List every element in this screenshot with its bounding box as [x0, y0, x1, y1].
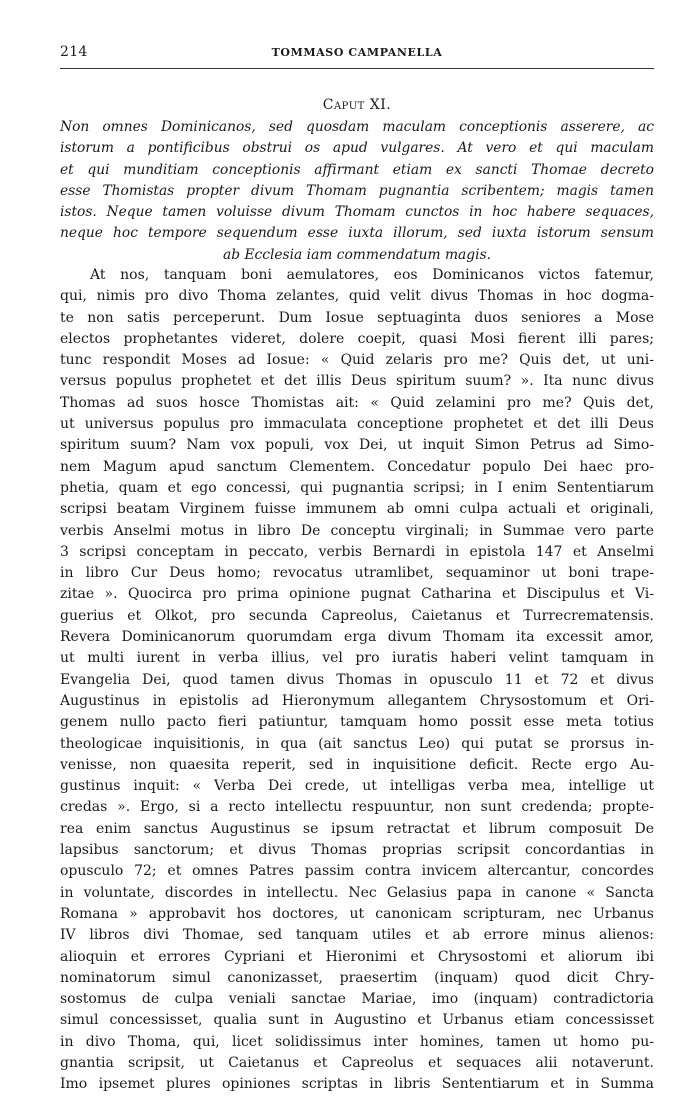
body-line: ut universus populus pro immaculata conceptione prophetet et det illi Deus: [60, 416, 654, 433]
body-line: nominatorum simul canonizasset, praesertim (inquam) quod dicit Chry-: [60, 969, 654, 986]
chapter-summary: [60, 117, 654, 266]
body-line: gustinus inquit: « Verba Dei crede, ut intelligas verba mea, intellige ut: [60, 778, 654, 795]
body-line: genem nullo pacto fieri patiuntur, tamquam homo possit esse meta totius: [60, 714, 654, 731]
body-line: rea enim sanctus Augustinus se ipsum retractat et librum composuit De: [60, 820, 654, 837]
body-line: opusculo 72; et omnes Patres passim contra invicem altercantur, concordes: [60, 863, 654, 880]
body-line: gnantia scripsit, ut Caietanus et Capreolus et sequaces alii notaverunt.: [60, 1054, 654, 1071]
body-line: zitae ». Quocirca pro prima opinione pugnat Catharina et Discipulus et Vi-: [60, 586, 654, 603]
body-line: venisse, non quaesita reperit, sed in inquisitione deficit. Recte ergo Au-: [60, 756, 654, 773]
body-line: Imo ipsemet plures opiniones scriptas in libris Sententiarum et in Summa: [60, 1076, 654, 1093]
body-line: Revera Dominicanorum quorumdam erga divum Thomam ita excessit amor,: [60, 629, 654, 646]
body-line: theologicae inquisitionis, in qua (ait sanctus Leo) qui putat se prorsus in-: [60, 735, 654, 752]
body-line: At nos, tanquam boni aemulatores, eos Dominicanos victos fatemur,: [90, 267, 654, 283]
body-line: Thomas ad suos hosce Thomistas ait: « Quid zelamini pro me? Quis det,: [60, 394, 654, 411]
page-number: 214: [60, 44, 88, 60]
body-line: ut multi iurent in verba illius, vel pro iuratis haberi velint tamquam in: [60, 650, 654, 667]
summary-line: et qui munditiam conceptionis affirmant etiam ex sancti Thomae decreto: [60, 161, 654, 178]
body-line: Evangelia Dei, quod tamen divus Thomas in opusculo 11 et 72 et divus: [60, 671, 654, 688]
body-line: in divo Thoma, qui, licet solidissimus inter homines, tamen ut homo pu-: [60, 1033, 654, 1050]
running-head: TOMMASO CAMPANELLA: [271, 46, 443, 59]
body-line: alioquin et errores Cypriani et Hieronimi et Chrysostomi et aliorum ibi: [60, 948, 654, 965]
body-line: qui, nimis pro divo Thoma zelantes, quid velit divus Thomas in hoc dogma-: [60, 288, 654, 305]
body-line: simul concessisset, qualia sunt in Augustino et Urbanus etiam concessisset: [60, 1012, 654, 1029]
body-line: Augustinus in epistolis ad Hieronymum allegantem Chrysostomum et Ori-: [60, 692, 654, 709]
body-line: sostomus de culpa veniali sanctae Mariae, imo (inquam) contradictoria: [60, 991, 654, 1008]
body-line: spiritum suum? Nam vox populi, vox Dei, ut inquit Simon Petrus ad Simo-: [60, 437, 654, 454]
page-header: [60, 44, 654, 69]
summary-line: istos. Neque tamen voluisse divum Thomam cunctos in hoc habere sequaces,: [60, 204, 654, 221]
body-text: [60, 265, 654, 1096]
summary-line: istorum a pontificibus obstrui os apud vulgares. At vero et qui maculam: [60, 140, 654, 157]
body-line: verbis Anselmi motus in libro De conceptu virginali; in Summae vero parte: [60, 522, 654, 539]
body-line: IV libros divi Thomae, sed tanquam utiles et ab errore minus alienos:: [60, 927, 654, 944]
body-line: te non satis perceperunt. Dum Iosue septuaginta duos seniores a Mose: [60, 309, 654, 326]
body-line: 3 scripsi conceptam in peccato, verbis Bernardi in epistola 147 et Anselmi: [60, 543, 654, 560]
summary-line: neque hoc tempore sequendum esse iuxta illorum, sed iuxta istorum sensum: [60, 225, 654, 242]
body-line: phetia, quam et ego concessi, qui pugnantia scripsi; in I enim Sententiarum: [60, 479, 654, 496]
body-line: credas ». Ergo, si a recto intellectu respuuntur, non sunt credenda; propte-: [60, 799, 654, 816]
body-line: guerius et Olkot, pro secunda Capreolus, Caietanus et Turrecrematensis.: [60, 607, 654, 624]
body-line: tunc respondit Moses ad Iosue: « Quid zelaris pro me? Quis det, ut uni-: [60, 352, 654, 369]
body-line: nem Magum apud sanctum Clementem. Concedatur populo Dei haec pro-: [60, 458, 654, 475]
body-line: in libro Cur Deus homo; revocatus utramlibet, sequaminor ut boni trape-: [60, 565, 654, 582]
chapter-title: Caput XI.: [322, 97, 392, 113]
body-line: scripsi beatam Virginem fuisse immunem ab omni culpa actuali et originali,: [60, 501, 654, 518]
body-line: electos prophetantes videret, dolere coepit, quasi Mosi fierent illi pares;: [60, 330, 654, 347]
body-line: lapsibus sanctorum; et divus Thomas proprias scripsit concordantias in: [60, 842, 654, 859]
summary-line: Non omnes Dominicanos, sed quosdam maculam conceptionis asserere, ac: [60, 119, 654, 135]
body-line: versus populus prophetet et det illis Deus spiritum suum? ». Ita nunc divus: [60, 373, 654, 390]
body-line: in voluntate, discordes in intellectu. Nec Gelasius papa in canone « Sancta: [60, 884, 654, 901]
summary-line: esse Thomistas propter divum Thomam pugnantia scribentem; magis tamen: [60, 182, 654, 199]
summary-line: ab Ecclesia iam commendatum magis.: [223, 246, 491, 263]
body-line: Romana » approbavit hos doctores, ut canonicam scripturam, nec Urbanus: [60, 905, 654, 922]
